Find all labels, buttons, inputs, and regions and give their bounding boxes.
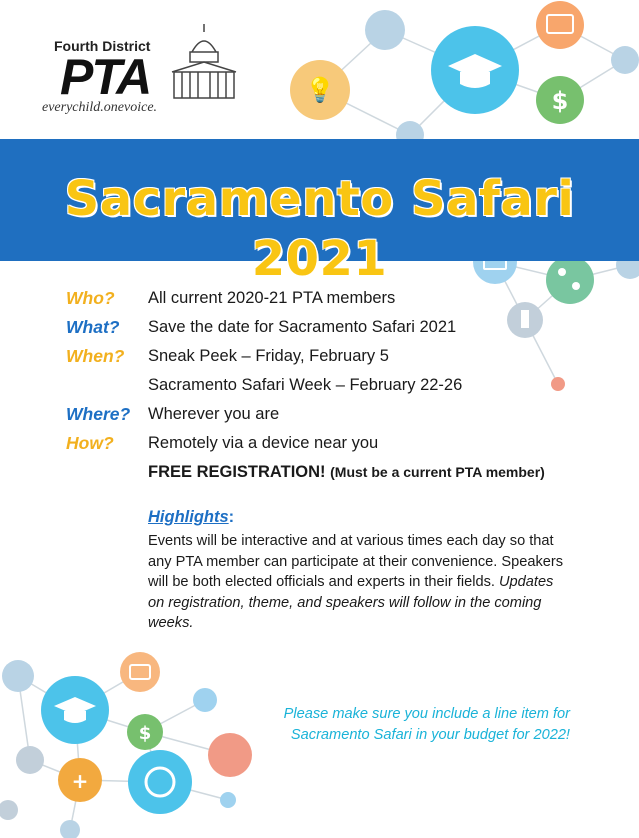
- title-banner: [0, 139, 639, 287]
- certificate-icon: [536, 1, 584, 49]
- detail-row-when: [66, 342, 566, 371]
- registration-main: FREE REGISTRATION!: [148, 463, 326, 481]
- district-name: Fourth District: [54, 38, 151, 54]
- pta-tagline: everychild.onevoice.: [42, 100, 158, 115]
- svg-text:💡: 💡: [305, 76, 335, 104]
- detail-question: Where?: [66, 404, 131, 424]
- highlights-heading: Highlights: [148, 508, 229, 526]
- svg-text:$: $: [551, 87, 569, 115]
- detail-row-what: [66, 313, 566, 342]
- detail-row-who: [66, 284, 566, 313]
- puzzle-icon: [2, 660, 34, 692]
- detail-question: What?: [66, 317, 120, 337]
- highlights-colon: :: [228, 508, 235, 526]
- certificate-icon: [120, 652, 160, 692]
- detail-answer: All current 2020-21 PTA members: [148, 289, 396, 307]
- highlights-section: [148, 508, 568, 634]
- page-title: Sacramento Safari 2021: [64, 171, 575, 287]
- detail-answer: Sneak Peek – Friday, February 5: [148, 347, 389, 365]
- budget-note-line2: Sacramento Safari in your budget for 2022!: [290, 726, 570, 743]
- detail-question: Who?: [66, 288, 115, 308]
- detail-question: How?: [66, 433, 114, 453]
- detail-row-registration: [66, 458, 566, 487]
- highlights-body-italic: Updates on registration, theme, and speakers will follow in the coming weeks.: [148, 574, 554, 631]
- svg-text:$: $: [138, 723, 152, 744]
- capitol-building-icon: [168, 22, 240, 102]
- test-tube-icon: [193, 688, 217, 712]
- highlights-body: [148, 531, 568, 634]
- puzzle-icon: [365, 10, 405, 50]
- detail-question: When?: [66, 346, 125, 366]
- detail-row-where: [66, 400, 566, 429]
- clipboard-icon: [16, 746, 44, 774]
- detail-answer: Remotely via a device near you: [148, 434, 379, 452]
- detail-answer: Save the date for Sacramento Safari 2021: [148, 318, 457, 336]
- highlights-body-text: Events will be interactive and at various times each day so that any PTA member can participate at their convenience. Speakers will be both elected officials and experts in their fields.: [148, 533, 564, 590]
- svg-text:+: +: [71, 769, 89, 793]
- pta-wordmark: PTA: [60, 49, 151, 105]
- detail-answer: Sacramento Safari Week – February 22-26: [148, 376, 463, 394]
- detail-row-how: [66, 429, 566, 458]
- budget-note-line1: Please make sure you include a line item for: [283, 706, 570, 722]
- event-details: [66, 284, 566, 487]
- pta-logo: [40, 22, 240, 122]
- registration-note: (Must be a current PTA member): [330, 464, 545, 480]
- budget-note: [240, 704, 570, 745]
- detail-answer: Wherever you are: [148, 405, 280, 423]
- detail-row-when-2: [66, 371, 566, 400]
- registration-text: [148, 458, 545, 487]
- virus-icon: [128, 750, 192, 814]
